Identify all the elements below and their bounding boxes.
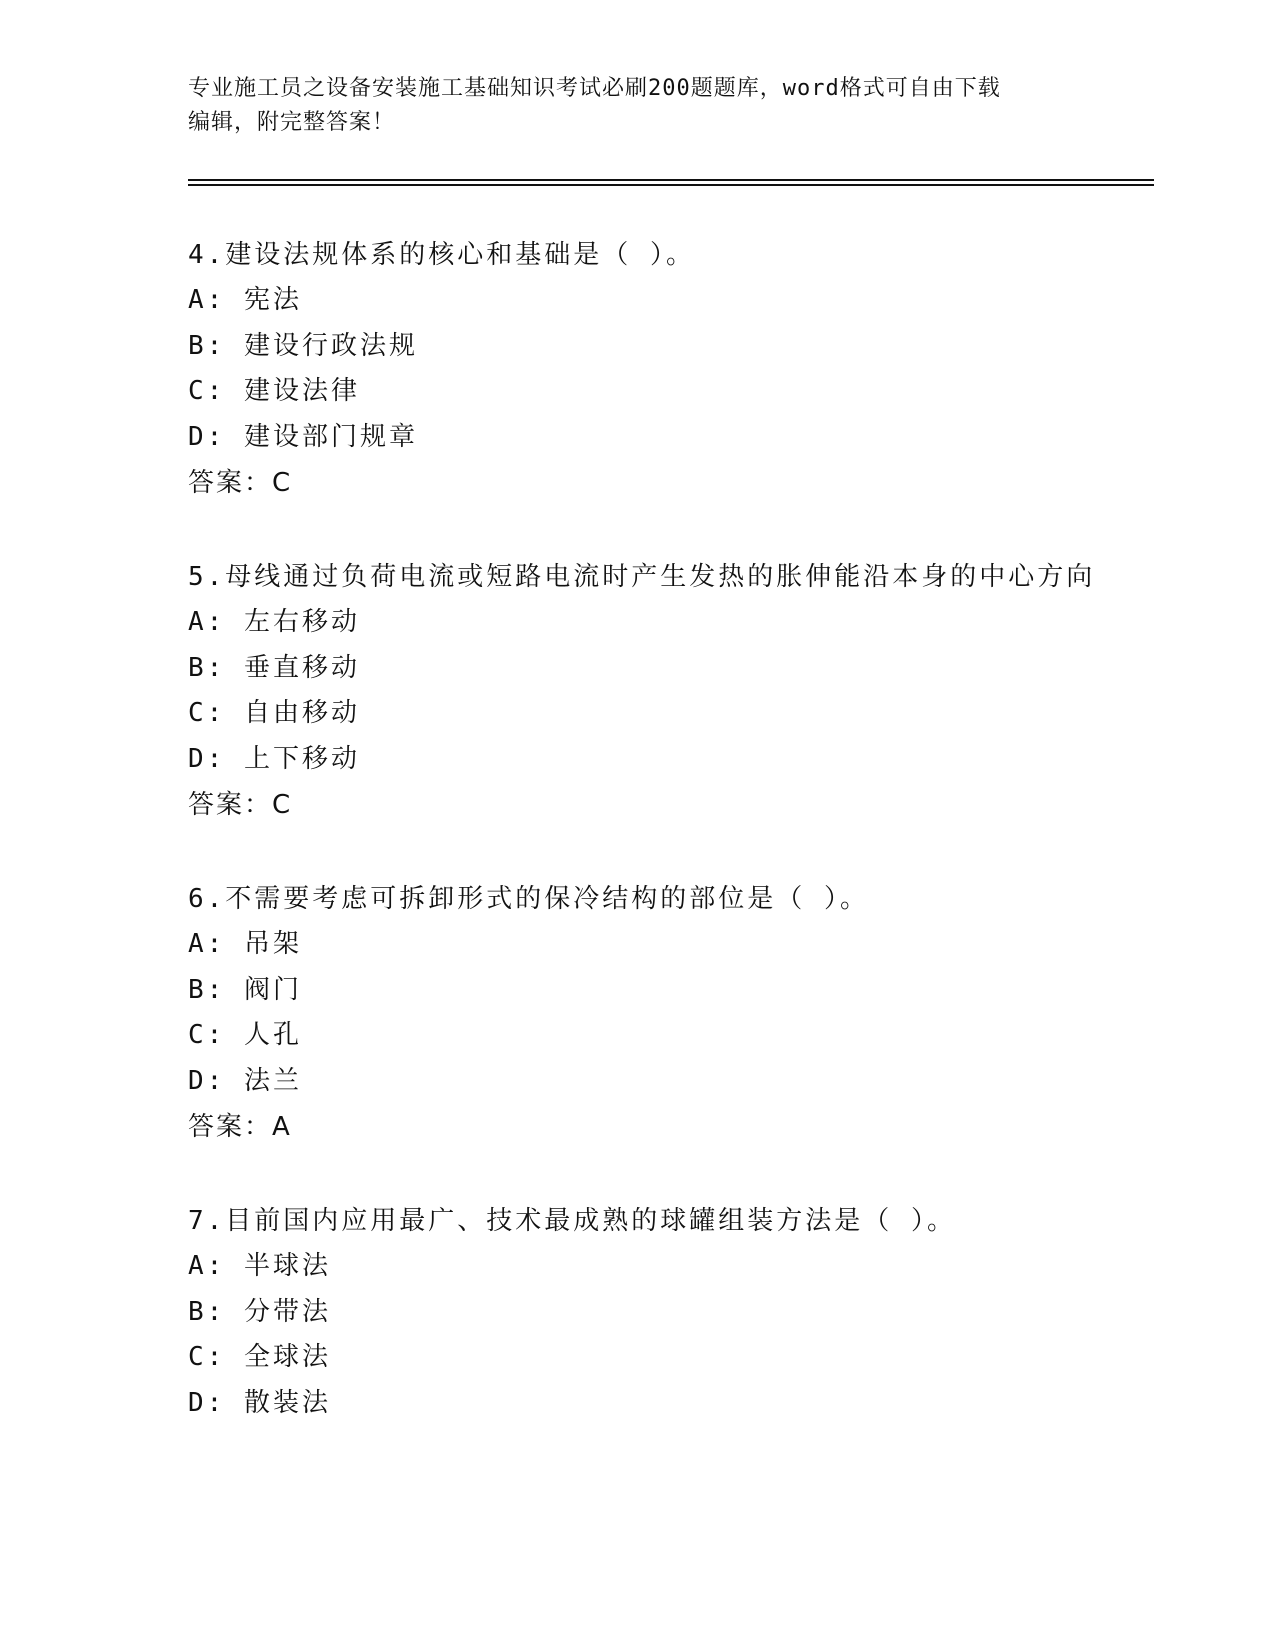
option-a: A: 吊架 — [188, 929, 302, 959]
question-stem: 5.母线通过负荷电流或短路电流时产生发热的胀伸能沿本身的中心方向 — [188, 562, 1096, 592]
option-c: C: 全球法 — [188, 1342, 331, 1372]
question-stem: 6.不需要考虑可拆卸形式的保冷结构的部位是（ ）。 — [188, 884, 869, 914]
option-a: A: 宪法 — [188, 285, 302, 315]
option-b: B: 分带法 — [188, 1296, 331, 1327]
answer-line: 答案：C — [188, 468, 293, 498]
question-7 — [188, 1198, 1108, 1426]
option-c: C: 建设法律 — [188, 376, 360, 406]
option-c: C: 自由移动 — [188, 698, 360, 728]
option-d: D: 散装法 — [188, 1387, 331, 1418]
document-header — [188, 72, 1078, 140]
option-d: D: 上下移动 — [188, 743, 360, 774]
option-c: C: 人孔 — [188, 1020, 302, 1050]
question-stem: 7.目前国内应用最广、技术最成熟的球罐组装方法是（ ）。 — [188, 1206, 956, 1236]
header-title-line-1: 专业施工员之设备安装施工基础知识考试必刷200题题库，word格式可自由下载 — [188, 76, 1001, 101]
option-a: A: 左右移动 — [188, 607, 360, 637]
question-list — [188, 232, 1108, 1474]
question-4 — [188, 232, 1108, 506]
option-d: D: 建设部门规章 — [188, 421, 418, 452]
answer-line: 答案：C — [188, 790, 293, 820]
option-b: B: 垂直移动 — [188, 652, 360, 683]
option-b: B: 阀门 — [188, 974, 302, 1005]
option-a: A: 半球法 — [188, 1251, 331, 1281]
option-d: D: 法兰 — [188, 1065, 302, 1096]
question-5 — [188, 554, 1108, 828]
header-title-line-2: 编辑，附完整答案！ — [188, 110, 396, 135]
option-b: B: 建设行政法规 — [188, 330, 418, 361]
answer-line: 答案：A — [188, 1112, 292, 1142]
header-divider-top — [188, 179, 1154, 181]
question-6 — [188, 876, 1108, 1150]
header-divider-bottom — [188, 184, 1154, 186]
question-stem: 4.建设法规体系的核心和基础是（ ）。 — [188, 240, 695, 270]
